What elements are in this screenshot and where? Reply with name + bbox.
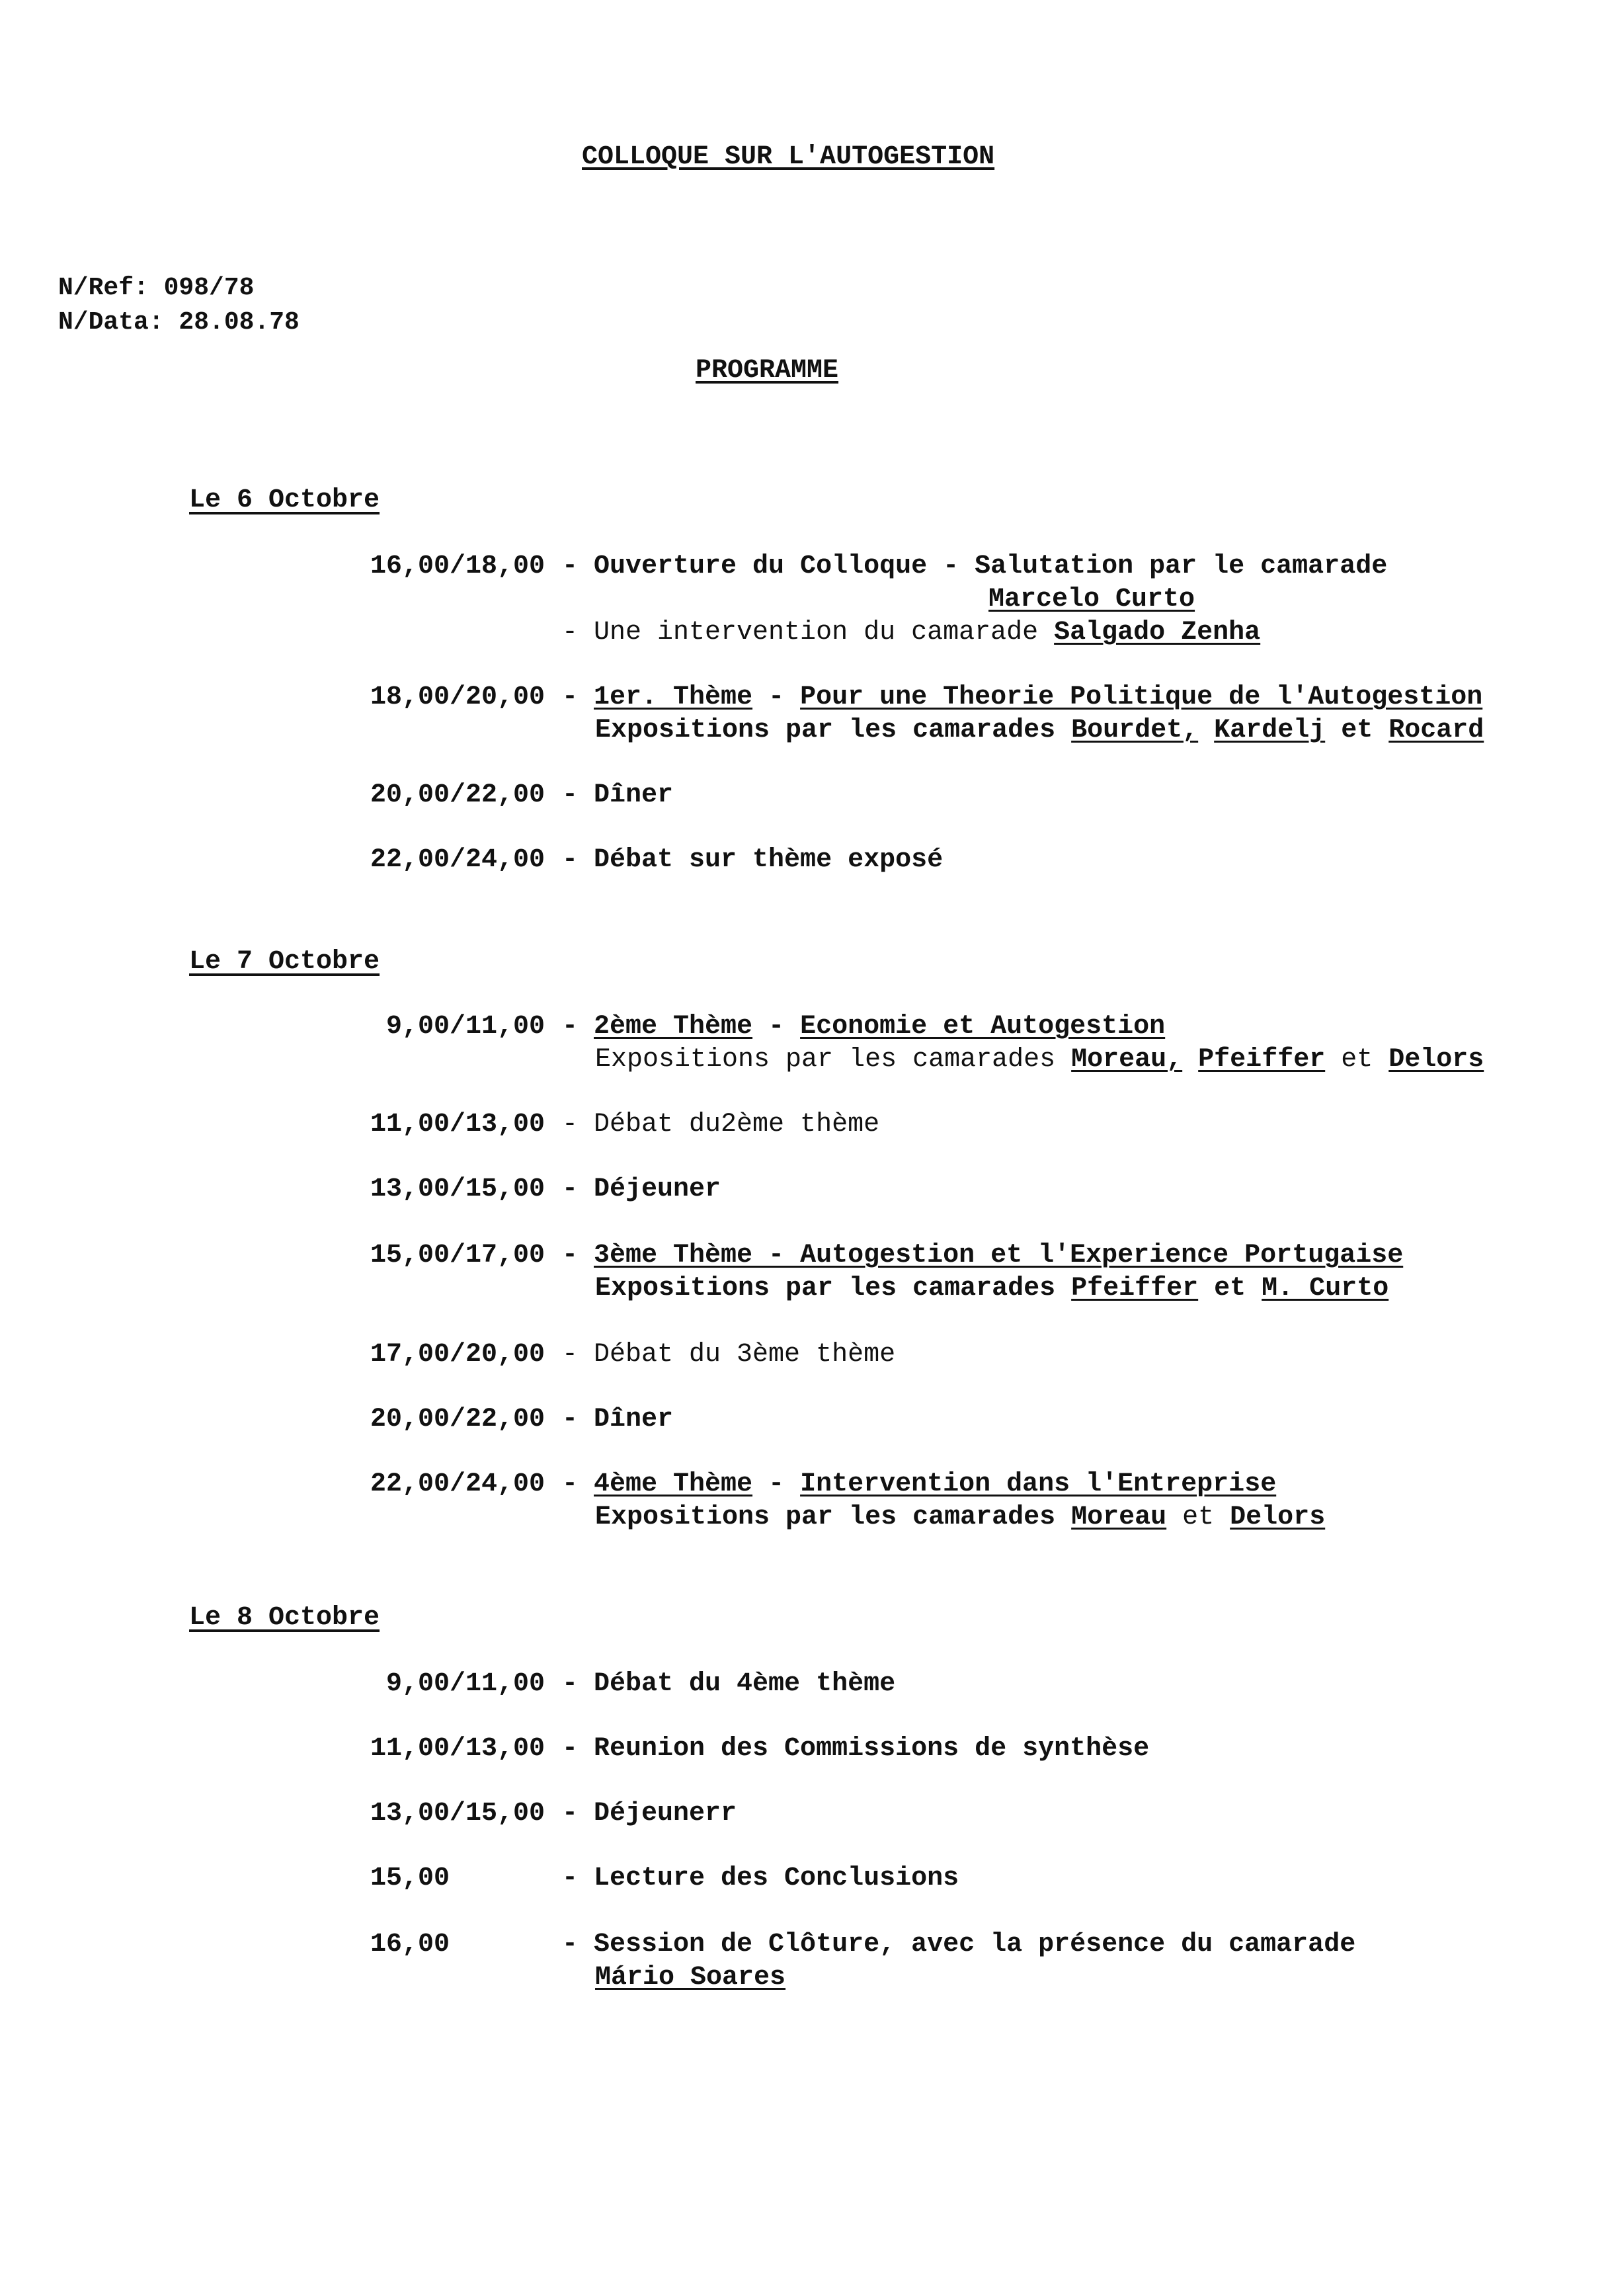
conjunction: et [1325, 1045, 1389, 1075]
schedule-theme-line [562, 1469, 1276, 1499]
schedule-time: 9,00/11,00 [386, 1012, 545, 1042]
speaker-name: M. Curto [1262, 1274, 1389, 1303]
separator: - [752, 1012, 801, 1042]
schedule-time: 17,00/20,00 [370, 1340, 545, 1370]
schedule-text: - Déjeuner [562, 1174, 721, 1204]
schedule-time: 22,00/24,00 [370, 845, 545, 875]
schedule-text-part: - Une intervention du camarade [562, 618, 1055, 647]
schedule-text [562, 618, 1260, 647]
schedule-time: 13,00/15,00 [370, 1174, 545, 1204]
expositions-text: Expositions par les camarades [595, 716, 1072, 745]
speaker-name: Moreau [1071, 1502, 1167, 1532]
schedule-text: - Lecture des Conclusions [562, 1864, 959, 1893]
schedule-time: 18,00/20,00 [370, 682, 545, 712]
schedule-time: 9,00/11,00 [386, 1669, 545, 1699]
schedule-text: - Déjeunerr [562, 1799, 737, 1828]
dash: - [562, 682, 594, 712]
schedule-text: - Ouverture du Colloque - Salutation par le camarade [562, 552, 1388, 581]
schedule-time: 11,00/13,00 [370, 1110, 545, 1139]
expositions-line [595, 716, 1484, 745]
theme-label: 4ème Thème [594, 1469, 753, 1499]
speaker-name: Bourdet, [1071, 716, 1199, 745]
schedule-text: - Reunion des Commissions de synthèse [562, 1734, 1150, 1764]
theme-topic: Economie et Autogestion [800, 1012, 1166, 1042]
schedule-text: - Débat sur thème exposé [562, 845, 944, 875]
schedule-time: 20,00/22,00 [370, 1405, 545, 1434]
schedule-time: 20,00/22,00 [370, 780, 545, 810]
expositions-line [595, 1045, 1484, 1075]
expositions-line [595, 1502, 1325, 1532]
programme-heading: PROGRAMME [696, 356, 839, 386]
theme-label: 1er. Thème [594, 682, 753, 712]
schedule-time: 11,00/13,00 [370, 1734, 545, 1764]
expositions-text: Expositions par les camarades [595, 1274, 1072, 1303]
schedule-time: 22,00/24,00 [370, 1469, 545, 1499]
speaker-name: Pfeiffer [1071, 1274, 1199, 1303]
speaker-name: Rocard [1388, 716, 1484, 745]
speaker-name: Marcelo Curto [988, 585, 1195, 614]
dash: - [562, 1469, 594, 1499]
theme-topic: Pour une Theorie Politique de l'Autogestion [800, 682, 1483, 712]
schedule-time: 13,00/15,00 [370, 1799, 545, 1828]
schedule-time: 15,00 [370, 1864, 450, 1893]
schedule-text: - Dîner [562, 1405, 674, 1434]
day-heading-6-octobre: Le 6 Octobre [189, 485, 380, 515]
expositions-text: Expositions par les camarades [595, 1502, 1072, 1532]
reference-date: N/Data: 28.08.78 [58, 308, 300, 337]
speaker-name: Mário Soares [595, 1963, 786, 1992]
speaker-name: Pfeiffer [1198, 1045, 1326, 1075]
separator [1198, 716, 1214, 745]
day-heading-7-octobre: Le 7 Octobre [189, 947, 380, 977]
dash: - [562, 1241, 594, 1270]
speaker-name: Salgado Zenha [1054, 618, 1261, 647]
separator: - [752, 682, 801, 712]
theme-label: 3ème Thème - Autogestion et l'Experience Portugaise [594, 1241, 1404, 1270]
reference-number: N/Ref: 098/78 [58, 274, 255, 302]
dash: - [562, 1012, 594, 1042]
theme-label: 2ème Thème [594, 1012, 753, 1042]
schedule-theme-line [562, 1241, 1403, 1270]
speaker-name: Moreau, [1071, 1045, 1183, 1075]
expositions-line [595, 1274, 1388, 1303]
schedule-text: - Session de Clôture, avec la présence du camarade [562, 1930, 1356, 1959]
conjunction: et [1198, 1274, 1262, 1303]
schedule-text: - Débat du2ème thème [562, 1110, 880, 1139]
schedule-text: - Débat du 4ème thème [562, 1669, 896, 1699]
schedule-text: - Débat du 3ème thème [562, 1340, 896, 1370]
schedule-time: 15,00/17,00 [370, 1241, 545, 1270]
separator [1182, 1045, 1198, 1075]
expositions-text: Expositions par les camarades [595, 1045, 1072, 1075]
day-heading-8-octobre: Le 8 Octobre [189, 1603, 380, 1633]
schedule-theme-line [562, 682, 1482, 712]
reference-block [58, 271, 300, 340]
schedule-text: - Dîner [562, 780, 674, 810]
conjunction: et [1166, 1502, 1230, 1532]
theme-topic: Intervention dans l'Entreprise [800, 1469, 1277, 1499]
conjunction: et [1325, 716, 1389, 745]
schedule-theme-line [562, 1012, 1165, 1042]
document-title: COLLOQUE SUR L'AUTOGESTION [582, 142, 995, 172]
speaker-name: Kardelj [1214, 716, 1326, 745]
separator: - [752, 1469, 801, 1499]
schedule-time: 16,00 [370, 1930, 450, 1959]
speaker-name: Delors [1388, 1045, 1484, 1075]
speaker-name: Delors [1230, 1502, 1326, 1532]
schedule-time: 16,00/18,00 [370, 552, 545, 581]
